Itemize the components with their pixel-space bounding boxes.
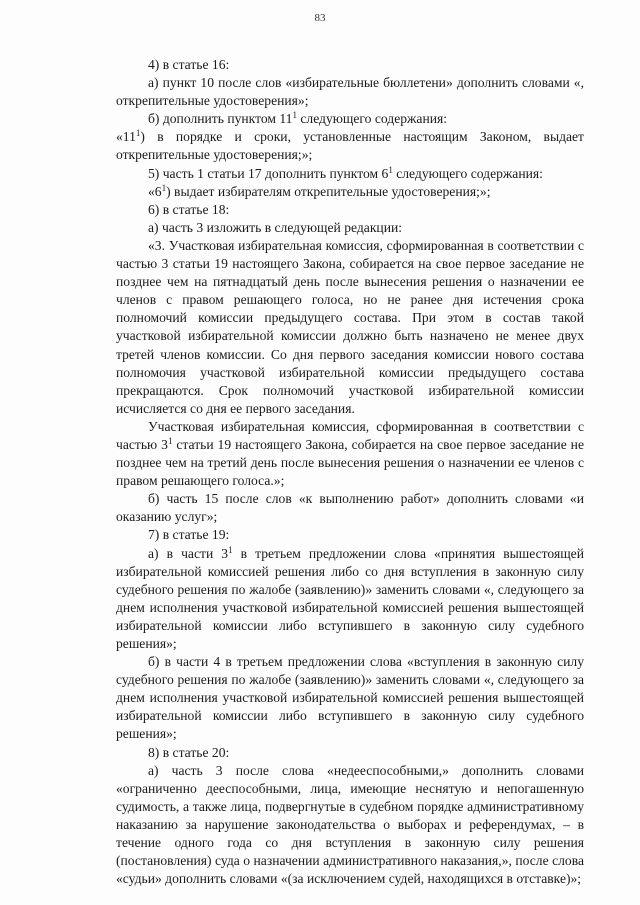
paragraph-19b: б) в части 4 в третьем предложении слова «вступления в законную силу судебного решения по жалобе (заявлению)» заменить словами «, следующего за днем исполнения участковой избирательной комиссией решения вышестоящей избирательной комиссии либо вступившего в законную силу судебного решения»;	[116, 654, 584, 742]
paragraph-18a: а) часть 3 изложить в следующей редакции:	[148, 219, 403, 235]
paragraph-20a: а) часть 3 после слова «недееспособными,» дополнить словами «ограниченно дееспособными, лица, имеющие неснятую и непогашенную судимость, а также лица, подвергнутые в судебном порядке административному наказанию за нарушение законодательства о выборах и референдумах, – в течение одного года со дня вступления в законную силу решения (постановления) суда о назначении административного наказания,», после слова «судьи» дополнить словами «(за исключением судей, находящихся в отставке)»;	[116, 762, 584, 887]
paragraph-item-6-1: «$6^1$) выдает избирателям открепительные удостоверения;»;	[148, 182, 491, 199]
paragraph-article-18: 6) в статье 18:	[148, 201, 230, 217]
paragraph-article-20: 8) в статье 20:	[148, 744, 230, 760]
paragraph-part-3-text: «3. Участковая избирательная комиссия, сформированная в соответствии с частью 3 статьи 19 настоящего Закона, собирается на свое первое заседание не позднее чем на пятнадцатый день после вынесения решения о назначении ее членов с правом решающего голоса, но не ранее дня истечения срока полномочий комиссии предыдущего состава. При этом в состав такой участковой избирательной комиссии должно быть назначено не менее двух третей членов комиссии. Со дня первого заседания комиссии нового состава полномочия участковой избирательной комиссии предыдущего состава прекращаются. Срок полномочий участковой избирательной комиссии исчисляется со дня ее первого заседания.	[116, 237, 584, 416]
paragraph-article-16: 4) в статье 16:	[148, 57, 230, 72]
paragraph-article-17: 5) часть 1 статьи 17 дополнить пунктом $6^1$ следующего содержания:	[148, 164, 543, 181]
paragraph-18b: б) часть 15 после слов «к выполнению работ» дополнить словами «и оказанию услуг»;	[116, 491, 584, 525]
paragraph-16a: а) пункт 10 после слов «избирательные бюллетени» дополнить словами «, открепительные удостоверения»;	[116, 75, 584, 109]
paragraph-article-19: 7) в статье 19:	[148, 527, 230, 543]
document-body	[116, 56, 584, 888]
page-number: 83	[314, 12, 326, 24]
paragraph-part-3-second: Участковая избирательная комиссия, сформированная в соответствии с частью $3^1$ статьи 19 настоящего Закона, собирается на свое первое заседание не позднее чем на третий день после вынесения решения о назначении ее членов с правом решающего голоса.»;	[116, 418, 584, 489]
paragraph-19a: а) в части $3^1$ в третьем предложении слова «принятия вышестоящей избирательной комиссией решения либо со дня вступления в законную силу судебного решения по жалобе (заявлению)» заменить словами «, следующего за днем исполнения участковой избирательной комиссией решения вышестоящей избирательной комиссии либо вступившего в законную силу судебного решения»;	[116, 544, 584, 651]
paragraph-item-11-1: «$11^1$) в порядке и сроки, установленные настоящим Законом, выдает открепительные удостоверения;»;	[116, 128, 584, 163]
paragraph-16b: б) дополнить пунктом $11^1$ следующего содержания:	[148, 110, 448, 127]
